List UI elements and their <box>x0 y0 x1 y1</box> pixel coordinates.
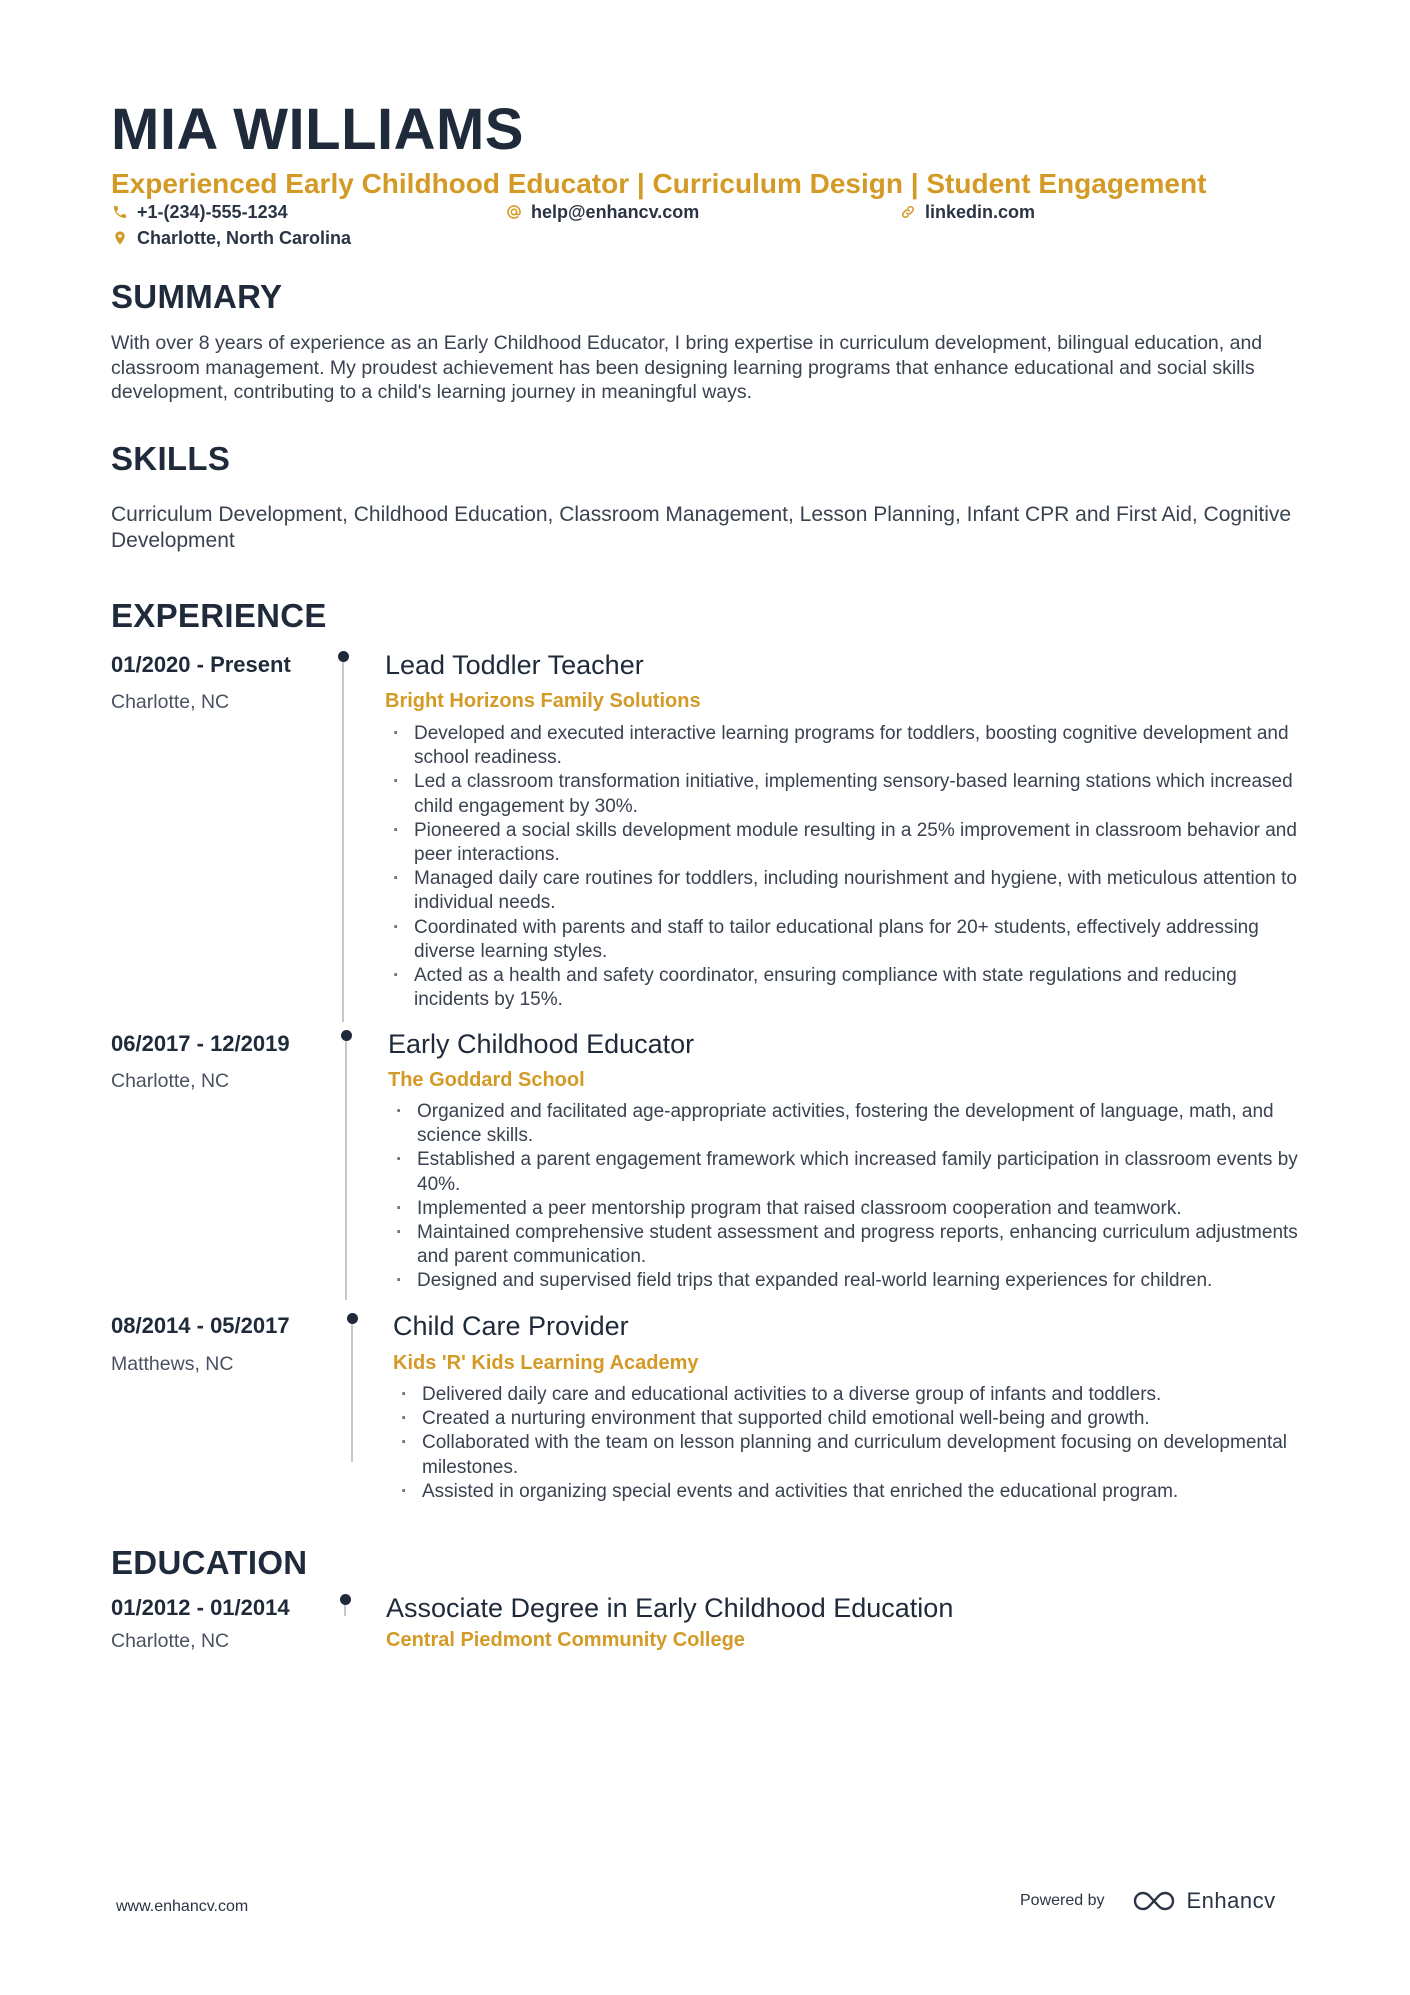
skills-heading: SKILLS <box>111 440 231 477</box>
list-item: · Developed and executed interactive learning programs for toddlers, boosting cognitive development and school readiness. <box>385 722 1305 770</box>
experience-location: Charlotte, NC <box>111 691 230 713</box>
list-item: · Delivered daily care and educational activities to a diverse group of infants and toddlers. <box>393 1383 1308 1407</box>
link-icon <box>899 203 917 221</box>
website-text: linkedin.com <box>925 201 1036 222</box>
list-item: · Led a classroom transformation initiative, implementing sensory-based learning stations which increased child engagement by 30%. <box>385 770 1305 818</box>
brand-logo <box>1131 1888 1276 1914</box>
list-item: · Established a parent engagement framework which increased family participation in classroom events by 40%. <box>388 1148 1308 1196</box>
footer-branding <box>1020 1888 1276 1914</box>
experience-location: Charlotte, NC <box>111 1070 230 1092</box>
list-item: · Designed and supervised field trips that expanded real-world learning experiences for children. <box>388 1269 1308 1293</box>
list-item: · Assisted in organizing special events and activities that enriched the educational program. <box>393 1480 1308 1504</box>
phone-icon <box>111 203 129 221</box>
experience-company: The Goddard School <box>388 1069 585 1091</box>
experience-bullets <box>393 1383 1308 1504</box>
experience-role: Early Childhood Educator <box>388 1029 695 1059</box>
contact-website[interactable] <box>899 199 1035 225</box>
list-item: · Implemented a peer mentorship program that raised classroom cooperation and teamwork. <box>388 1197 1308 1221</box>
list-item: · Collaborated with the team on lesson planning and curriculum development focusing on developmental milestones. <box>393 1431 1308 1479</box>
experience-location: Matthews, NC <box>111 1353 234 1375</box>
contact-phone[interactable] <box>111 199 288 225</box>
experience-date: 01/2020 - Present <box>111 652 291 677</box>
list-item: · Coordinated with parents and staff to tailor educational plans for 20+ students, effectively addressing diverse learning styles. <box>385 916 1305 964</box>
experience-role: Lead Toddler Teacher <box>385 650 644 680</box>
education-heading: EDUCATION <box>111 1544 308 1581</box>
education-date: 01/2012 - 01/2014 <box>111 1595 290 1620</box>
location-pin-icon <box>111 229 129 247</box>
timeline-dot <box>341 1030 352 1041</box>
phone-text: +1-(234)-555-1234 <box>137 201 288 222</box>
at-icon <box>505 203 523 221</box>
list-item: · Organized and facilitated age-appropriate activities, fostering the development of language, math, and science skills. <box>388 1100 1308 1148</box>
experience-date: 06/2017 - 12/2019 <box>111 1031 290 1056</box>
education-degree: Associate Degree in Early Childhood Education <box>386 1593 954 1623</box>
email-text: help@enhancv.com <box>531 201 700 222</box>
location-text: Charlotte, North Carolina <box>137 227 352 248</box>
brand-name: Enhancv <box>1186 1888 1276 1913</box>
timeline-line <box>342 657 344 1022</box>
experience-date: 08/2014 - 05/2017 <box>111 1313 290 1338</box>
powered-by-text: Powered by <box>1020 1892 1105 1909</box>
list-item: · Managed daily care routines for toddlers, including nourishment and hygiene, with meticulous attention to individual needs. <box>385 867 1305 915</box>
experience-company: Kids 'R' Kids Learning Academy <box>393 1352 699 1374</box>
experience-role: Child Care Provider <box>393 1311 629 1341</box>
experience-heading: EXPERIENCE <box>111 597 327 634</box>
contact-info <box>111 199 1311 255</box>
enhancv-logo-icon <box>1131 1888 1177 1914</box>
experience-bullets <box>388 1100 1308 1294</box>
timeline-dot <box>340 1594 351 1605</box>
education-school: Central Piedmont Community College <box>386 1629 745 1651</box>
timeline-dot <box>347 1313 358 1324</box>
list-item: · Acted as a health and safety coordinator, ensuring compliance with state regulations and reducing incidents by 15%. <box>385 964 1305 1012</box>
experience-bullets <box>385 722 1305 1012</box>
resume-header <box>111 96 1311 202</box>
summary-text: With over 8 years of experience as an Early Childhood Educator, I bring expertise in curriculum development, bilingual education, and classroom management. My proudest achievement has been designing learning programs that enhance educational and social skills development, contributing to a child's learning journey in meaningful ways. <box>111 332 1263 403</box>
contact-email[interactable] <box>505 199 699 225</box>
list-item: · Pioneered a social skills development module resulting in a 25% improvement in classroom behavior and peer interactions. <box>385 819 1305 867</box>
list-item: · Created a nurturing environment that supported child emotional well-being and growth. <box>393 1407 1308 1431</box>
footer-website[interactable]: www.enhancv.com <box>116 1898 249 1915</box>
list-item: · Maintained comprehensive student assessment and progress reports, enhancing curriculum adjustments and parent communication. <box>388 1221 1308 1269</box>
summary-heading: SUMMARY <box>111 278 283 315</box>
skills-text: Curriculum Development, Childhood Education, Classroom Management, Lesson Planning, Infant CPR and First Aid, Cognitive Development <box>111 503 1292 552</box>
timeline-line <box>345 1036 347 1300</box>
experience-company: Bright Horizons Family Solutions <box>385 690 701 712</box>
timeline-line <box>351 1319 353 1462</box>
contact-location <box>111 225 351 251</box>
candidate-name: MIA WILLIAMS <box>111 97 524 162</box>
timeline-dot <box>338 651 349 662</box>
candidate-title: Experienced Early Childhood Educator | Curriculum Design | Student Engagement <box>111 168 1207 199</box>
education-location: Charlotte, NC <box>111 1630 230 1652</box>
